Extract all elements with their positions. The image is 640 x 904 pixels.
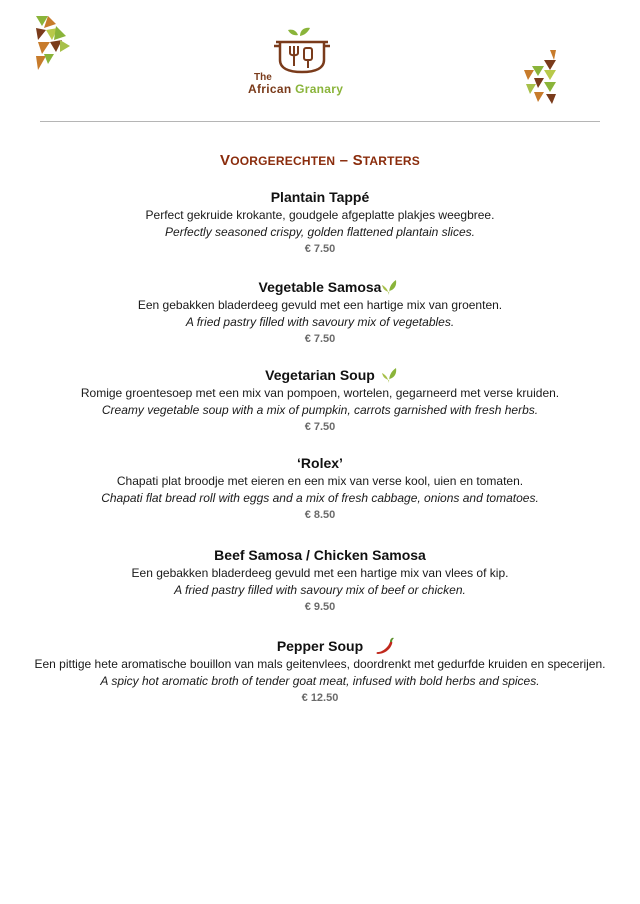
item-price: € 8.50 — [304, 509, 336, 521]
item-description-en: A spicy hot aromatic broth of tender goat meat, infused with bold herbs and spices. — [100, 674, 540, 688]
item-name: Vegetable Samosa — [258, 279, 382, 295]
brand-logo — [240, 26, 370, 100]
item-price: € 12.50 — [301, 692, 339, 704]
item-name: Vegetarian Soup — [265, 367, 375, 383]
item-name: Pepper Soup — [276, 638, 364, 654]
triangle-mosaic-left-icon — [34, 14, 74, 79]
menu-item-vegetarian-soup — [0, 365, 640, 436]
triangle-mosaic-right-icon — [520, 48, 560, 111]
item-description-nl: Een gebakken bladerdeeg gevuld met een hartige mix van vlees of kip. — [131, 566, 509, 580]
item-description-nl: Perfect gekruide krokante, goudgele afgeplatte plakjes weegbree. — [145, 208, 495, 222]
item-price: € 7.50 — [304, 243, 336, 255]
item-description-en: A fried pastry filled with savoury mix of vegetables. — [185, 315, 455, 329]
menu-item-pepper-soup — [0, 636, 640, 707]
item-description-nl: Chapati plat broodje met eieren en een mix van verse kool, uien en tomaten. — [116, 474, 524, 488]
section-title-dash: – — [335, 152, 353, 169]
logo-name-text — [248, 82, 343, 96]
menu-item-vegetable-samosa — [0, 277, 640, 348]
section-title — [0, 152, 640, 169]
section-title-initial-1: V — [220, 152, 231, 169]
item-price: € 7.50 — [304, 333, 336, 345]
logo-name-granary: Granary — [295, 82, 344, 96]
section-title-rest-2: TARTERS — [362, 154, 420, 168]
menu-item-rolex — [0, 453, 640, 524]
section-title-rest-1: OORGERECHTEN — [230, 154, 336, 168]
item-description-nl: Romige groentesoep met een mix van pompoen, wortelen, gegarneerd met verse kruiden. — [80, 386, 560, 400]
item-price: € 9.50 — [304, 601, 336, 613]
leaf-icon — [380, 365, 400, 385]
menu-item-plantain-tappe — [0, 187, 640, 258]
item-description-nl: Een gebakken bladerdeeg gevuld met een hartige mix van groenten. — [137, 298, 503, 312]
item-price: € 7.50 — [304, 421, 336, 433]
item-description-en: Creamy vegetable soup with a mix of pumpkin, carrots garnished with fresh herbs. — [101, 403, 539, 417]
item-name: Plantain Tappé — [270, 189, 370, 205]
item-name: ‘Rolex’ — [297, 455, 343, 471]
item-description-en: A fried pastry filled with savoury mix of beef or chicken. — [174, 583, 466, 597]
item-name: Beef Samosa / Chicken Samosa — [214, 547, 426, 563]
header-divider — [40, 121, 600, 122]
logo-name-african: African — [248, 82, 292, 96]
item-description-nl: Een pittige hete aromatische bouillon van mals geitenvlees, doordrenkt met gedurfde kruiden en specerijen. — [34, 657, 606, 671]
leaf-icon — [380, 277, 400, 297]
logo-the-text: The — [254, 72, 272, 83]
item-description-en: Perfectly seasoned crispy, golden flattened plantain slices. — [165, 225, 475, 239]
menu-item-beef-chicken-samosa — [0, 545, 640, 616]
item-description-en: Chapati flat bread roll with eggs and a mix of fresh cabbage, onions and tomatoes. — [101, 491, 539, 505]
chili-pepper-icon — [374, 636, 396, 656]
section-title-initial-2: S — [352, 152, 363, 169]
cooking-pot-icon — [270, 26, 334, 74]
